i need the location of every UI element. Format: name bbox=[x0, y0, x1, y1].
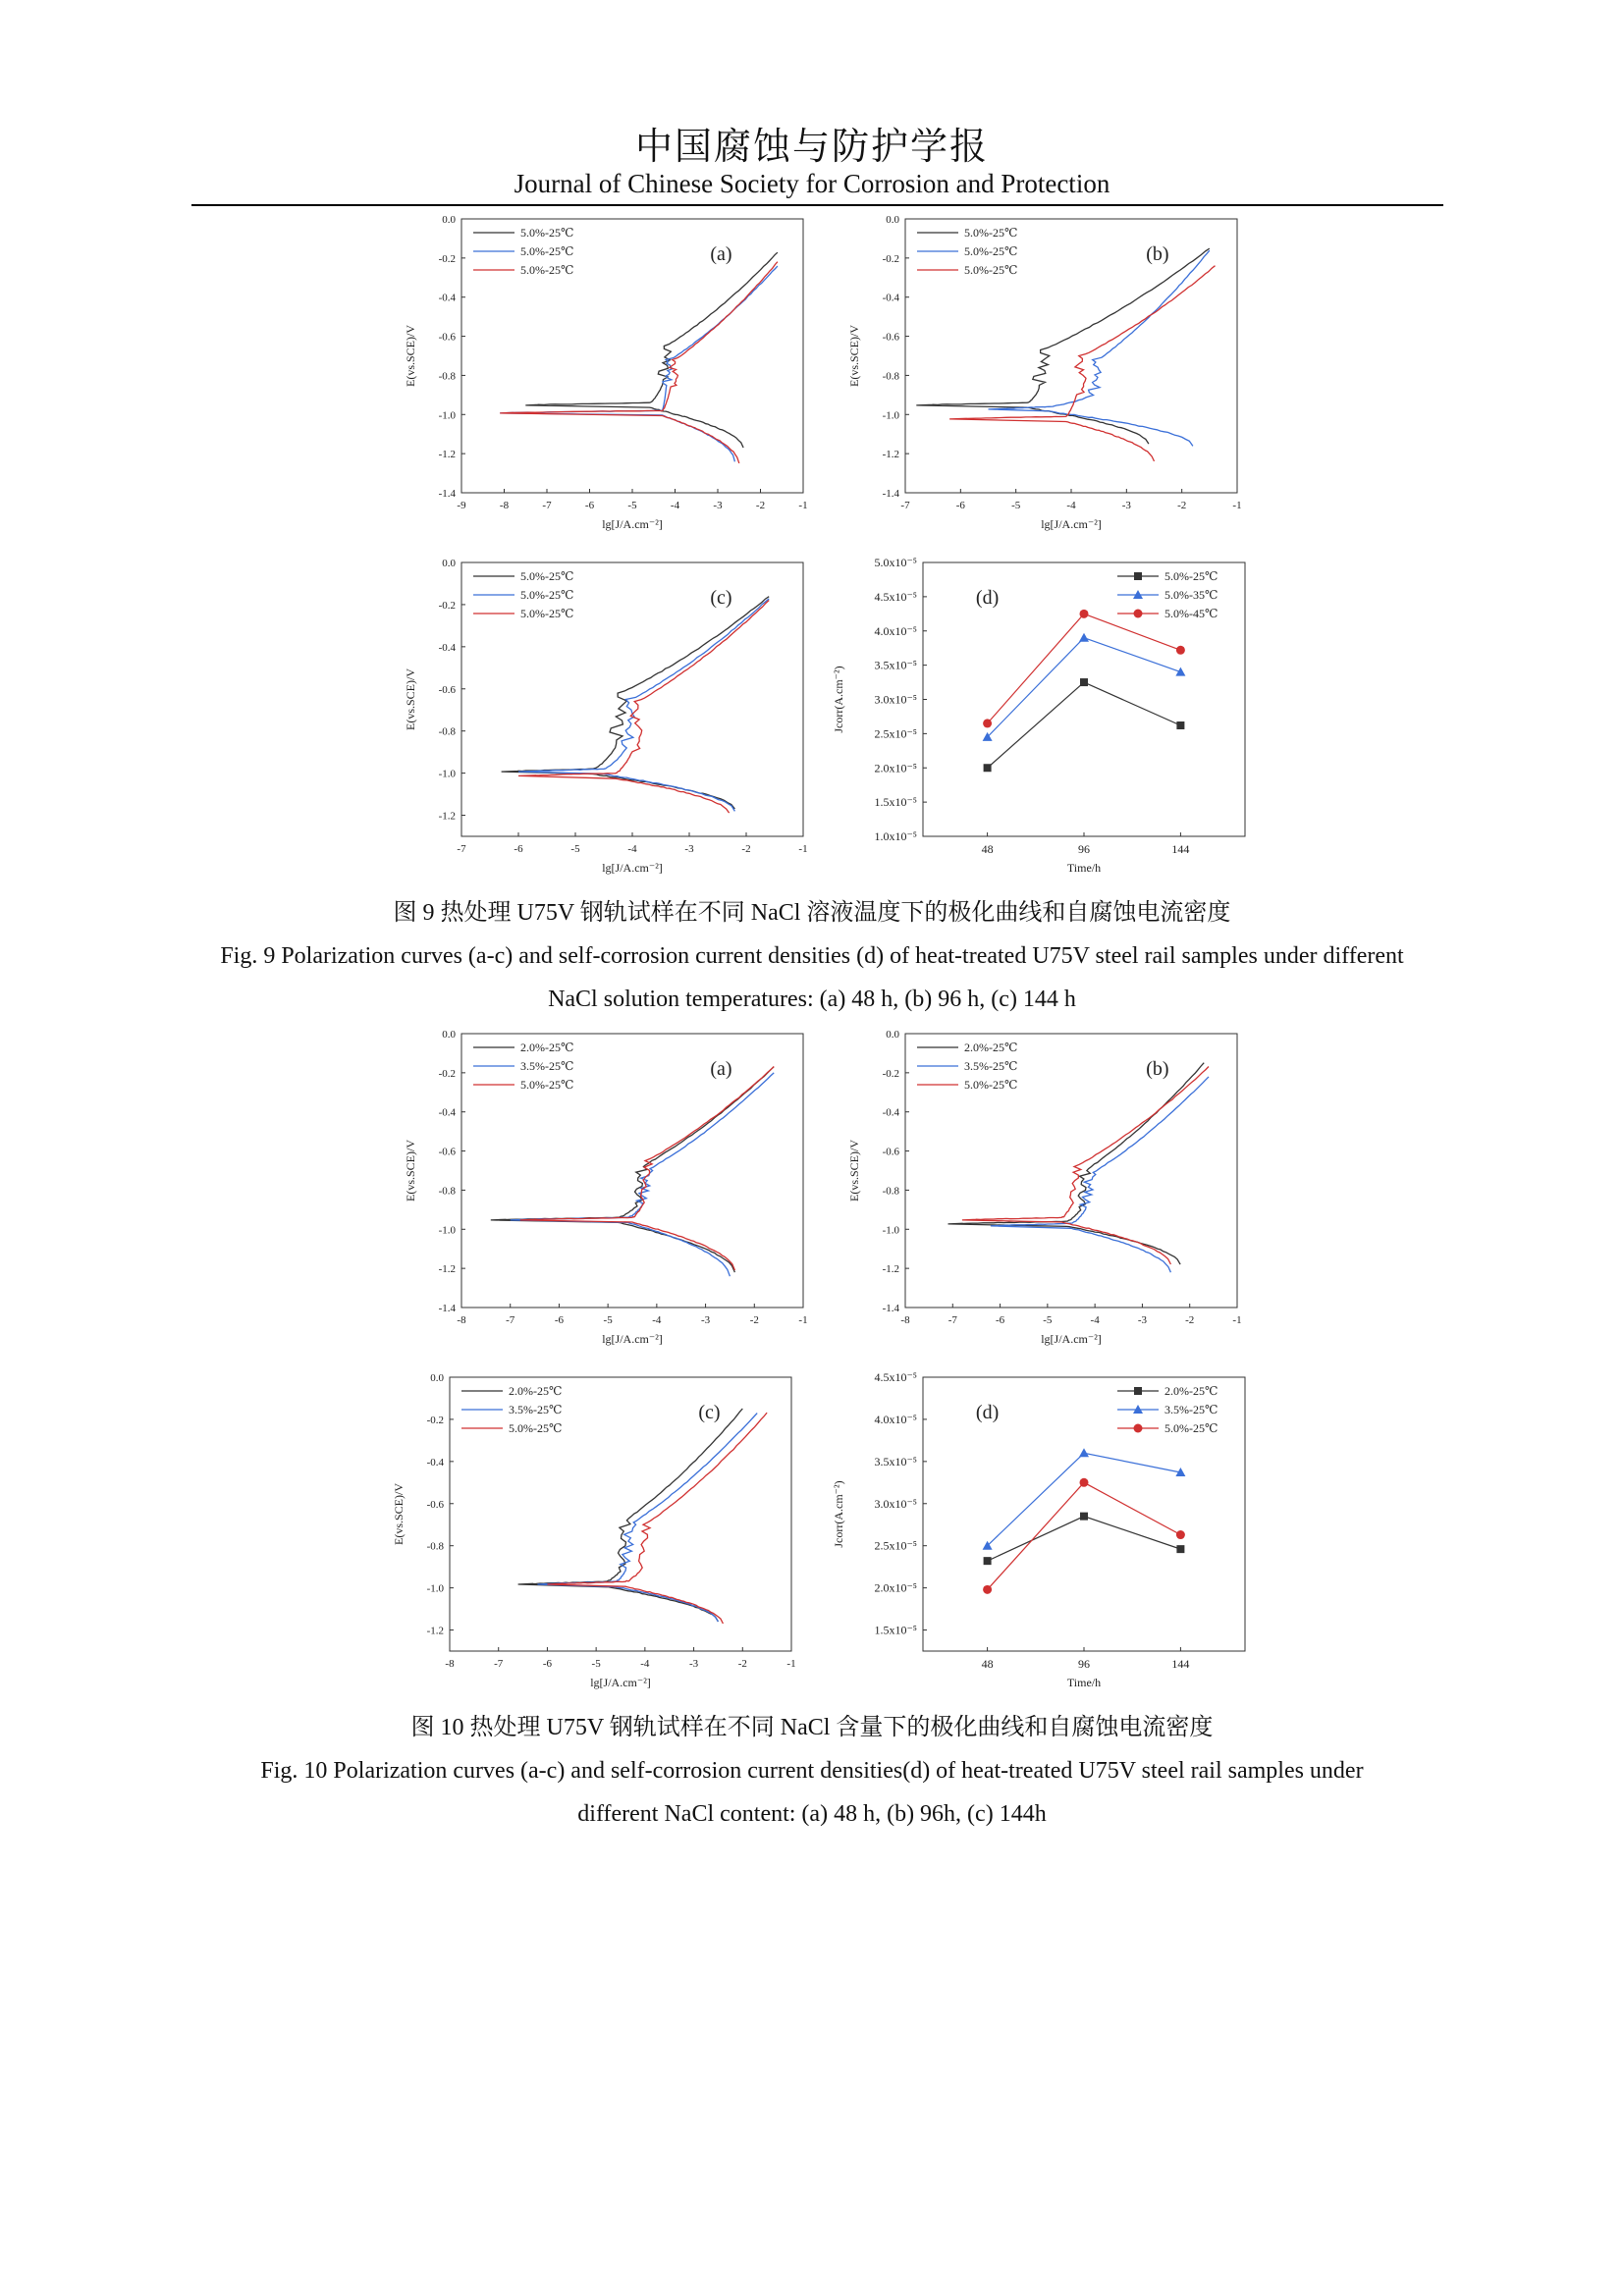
panel-label: (a) bbox=[710, 243, 732, 265]
y-tick-label: -1.0 bbox=[882, 1224, 899, 1237]
x-tick-label: -5 bbox=[591, 1658, 601, 1670]
x-tick-label: -8 bbox=[457, 1314, 466, 1326]
series-line-2 bbox=[949, 266, 1215, 461]
panel-label: (c) bbox=[698, 1402, 721, 1423]
legend-label: 2.0%-25℃ bbox=[964, 1041, 1018, 1054]
y-tick-label: -0.2 bbox=[426, 1414, 444, 1426]
panel-label: (b) bbox=[1146, 1058, 1169, 1080]
y-tick-label: -0.4 bbox=[438, 641, 456, 654]
x-tick-label: 144 bbox=[1171, 842, 1190, 856]
legend-label: 5.0%-25℃ bbox=[520, 226, 574, 240]
data-point bbox=[984, 1557, 992, 1565]
legend-label: 5.0%-25℃ bbox=[1164, 569, 1218, 583]
y-tick-label: -0.2 bbox=[882, 252, 899, 265]
series-line-0 bbox=[916, 248, 1210, 444]
y-tick-label: 2.0x10⁻⁵ bbox=[874, 1580, 917, 1595]
series-line-1 bbox=[538, 1414, 758, 1622]
legend-label: 5.0%-25℃ bbox=[964, 226, 1018, 240]
y-tick-label: 0.0 bbox=[442, 558, 456, 569]
series-line-1 bbox=[518, 599, 769, 812]
legend-label: 3.5%-25℃ bbox=[964, 1059, 1018, 1073]
x-tick-label: -3 bbox=[1137, 1314, 1148, 1326]
y-tick-label: 5.0x10⁻⁵ bbox=[874, 556, 917, 569]
data-point bbox=[1080, 1478, 1089, 1487]
x-tick-label: -3 bbox=[684, 843, 694, 855]
y-tick-label: -0.6 bbox=[882, 331, 899, 344]
y-tick-label: -0.6 bbox=[438, 683, 456, 696]
plot-frame bbox=[461, 562, 803, 836]
legend-label: 5.0%-25℃ bbox=[520, 263, 574, 277]
x-tick-label: -7 bbox=[542, 500, 552, 511]
series-line-1 bbox=[991, 1077, 1209, 1272]
fig9-caption-en-1: Fig. 9 Polarization curves (a-c) and self-corrosion current densities (d) of heat-treated U75V steel rail samples under different bbox=[220, 943, 1404, 969]
y-tick-label: -1.0 bbox=[438, 1224, 456, 1237]
fig9c-chart bbox=[383, 555, 815, 893]
legend-label: 2.0%-25℃ bbox=[509, 1384, 563, 1398]
y-tick-label: -0.8 bbox=[882, 1185, 899, 1198]
x-tick-label: -8 bbox=[900, 1314, 910, 1326]
y-tick-label: -0.8 bbox=[882, 370, 899, 383]
series-line-2 bbox=[547, 1413, 767, 1624]
fig10c-chart bbox=[371, 1369, 803, 1708]
x-tick-label: -2 bbox=[749, 1314, 759, 1326]
data-point bbox=[1079, 1448, 1089, 1457]
legend-label: 5.0%-25℃ bbox=[520, 588, 574, 602]
y-tick-label: 3.5x10⁻⁵ bbox=[874, 658, 917, 672]
y-tick-label: 0.0 bbox=[442, 214, 456, 226]
x-tick-label: -1 bbox=[798, 843, 808, 855]
y-tick-label: -1.2 bbox=[426, 1625, 444, 1637]
panel-label: (a) bbox=[710, 1058, 732, 1080]
legend bbox=[1117, 1384, 1218, 1435]
x-tick-label: -5 bbox=[570, 843, 580, 855]
x-tick-label: -8 bbox=[445, 1658, 455, 1670]
fig10-caption-en-1: Fig. 10 Polarization curves (a-c) and self-corrosion current densities(d) of heat-treated U75V steel rail samples under bbox=[260, 1758, 1364, 1784]
data-point bbox=[1080, 1513, 1088, 1521]
x-tick-label: 48 bbox=[981, 842, 994, 856]
series-line-1 bbox=[988, 638, 1181, 737]
series-line-0 bbox=[948, 1063, 1205, 1264]
legend-label: 2.0%-25℃ bbox=[1164, 1384, 1218, 1398]
legend-label: 5.0%-25℃ bbox=[509, 1421, 563, 1435]
fig9a-chart bbox=[383, 211, 815, 550]
panel-label: (c) bbox=[710, 587, 732, 609]
y-tick-label: -0.2 bbox=[882, 1067, 899, 1080]
y-tick-label: -1.4 bbox=[438, 488, 456, 500]
y-tick-label: -1.0 bbox=[882, 409, 899, 422]
x-axis-label: lg[J/A.cm⁻²] bbox=[590, 1676, 651, 1689]
x-tick-label: -2 bbox=[737, 1658, 747, 1670]
x-tick-label: -2 bbox=[741, 843, 751, 855]
x-axis-label: Time/h bbox=[1066, 1676, 1102, 1689]
y-tick-label: -0.6 bbox=[438, 331, 456, 344]
y-tick-label: 1.5x10⁻⁵ bbox=[874, 795, 917, 810]
x-axis-label: lg[J/A.cm⁻²] bbox=[602, 1332, 663, 1346]
y-tick-label: 0.0 bbox=[442, 1029, 456, 1041]
y-tick-label: -1.0 bbox=[438, 409, 456, 422]
data-point bbox=[1176, 1530, 1185, 1539]
plot-frame bbox=[923, 562, 1245, 836]
fig10b-chart bbox=[827, 1026, 1249, 1364]
data-point bbox=[983, 1585, 992, 1594]
y-tick-label: 3.5x10⁻⁵ bbox=[874, 1454, 917, 1468]
legend-label: 5.0%-25℃ bbox=[520, 244, 574, 258]
x-tick-label: 96 bbox=[1078, 1657, 1090, 1671]
legend-label: 3.5%-25℃ bbox=[1164, 1403, 1218, 1416]
plot-frame bbox=[905, 219, 1237, 493]
y-axis-label: Jcorr(A.cm⁻²) bbox=[832, 1480, 845, 1548]
fig9-caption-en-2: NaCl solution temperatures: (a) 48 h, (b) 96 h, (c) 144 h bbox=[548, 987, 1076, 1012]
legend bbox=[473, 1041, 573, 1092]
x-tick-label: -6 bbox=[542, 1658, 553, 1670]
data-point bbox=[1080, 678, 1088, 686]
x-tick-label: -7 bbox=[506, 1314, 515, 1326]
y-tick-label: -1.2 bbox=[882, 1263, 899, 1276]
series-line-2 bbox=[520, 1067, 775, 1271]
fig10d-chart bbox=[815, 1369, 1257, 1708]
plot-frame bbox=[905, 1034, 1237, 1308]
legend-marker bbox=[1134, 572, 1142, 580]
data-point bbox=[1176, 1545, 1184, 1553]
y-tick-label: -0.8 bbox=[426, 1540, 444, 1553]
data-point bbox=[984, 764, 992, 772]
legend bbox=[1117, 569, 1218, 620]
y-tick-label: -1.0 bbox=[426, 1582, 444, 1595]
x-tick-label: -1 bbox=[1232, 500, 1242, 511]
legend bbox=[917, 1041, 1017, 1092]
series-line-2 bbox=[962, 1067, 1209, 1265]
fig9-caption-cn: 图 9 热处理 U75V 钢轨试样在不同 NaCl 溶液温度下的极化曲线和自腐蚀电流密度 bbox=[393, 900, 1231, 926]
y-tick-label: -0.6 bbox=[882, 1146, 899, 1158]
y-tick-label: 3.0x10⁻⁵ bbox=[874, 692, 917, 707]
x-axis-label: lg[J/A.cm⁻²] bbox=[602, 517, 663, 531]
series-line-0 bbox=[988, 682, 1181, 768]
plot-frame bbox=[461, 219, 803, 493]
legend-marker bbox=[1134, 1387, 1142, 1395]
y-tick-label: -1.2 bbox=[438, 810, 456, 823]
series-line-1 bbox=[500, 266, 778, 461]
data-point bbox=[1176, 721, 1184, 729]
y-tick-label: -0.6 bbox=[438, 1146, 456, 1158]
x-tick-label: -6 bbox=[514, 843, 523, 855]
y-tick-label: 0.0 bbox=[430, 1372, 444, 1384]
legend bbox=[917, 226, 1017, 277]
y-tick-label: 2.5x10⁻⁵ bbox=[874, 726, 917, 741]
fig9b-chart bbox=[827, 211, 1249, 550]
x-tick-label: -2 bbox=[1185, 1314, 1195, 1326]
x-tick-label: -3 bbox=[1121, 500, 1131, 511]
x-axis-label: lg[J/A.cm⁻²] bbox=[1041, 517, 1102, 531]
x-tick-label: -4 bbox=[1090, 1314, 1100, 1326]
x-tick-label: -2 bbox=[755, 500, 766, 511]
y-tick-label: -1.4 bbox=[882, 1303, 899, 1314]
x-tick-label: -7 bbox=[947, 1314, 957, 1326]
x-tick-label: -7 bbox=[900, 500, 910, 511]
y-tick-label: -0.4 bbox=[438, 1106, 456, 1119]
legend-label: 5.0%-25℃ bbox=[964, 1078, 1018, 1092]
legend-label: 5.0%-25℃ bbox=[520, 1078, 574, 1092]
x-tick-label: -8 bbox=[499, 500, 510, 511]
y-tick-label: 0.0 bbox=[886, 214, 899, 226]
y-axis-label: E(vs.SCE)/V bbox=[404, 325, 417, 387]
fig10c-plot-area bbox=[392, 1372, 796, 1689]
panel-label: (d) bbox=[975, 1402, 1000, 1423]
x-tick-label: -5 bbox=[627, 500, 637, 511]
series-line-0 bbox=[525, 252, 778, 448]
fig9d-plot-area bbox=[832, 556, 1245, 875]
x-tick-label: -2 bbox=[1177, 500, 1187, 511]
x-tick-label: -6 bbox=[584, 500, 595, 511]
legend-marker bbox=[1134, 1424, 1143, 1433]
y-axis-label: Jcorr(A.cm⁻²) bbox=[832, 666, 845, 733]
fig10b-plot-area bbox=[847, 1029, 1242, 1346]
legend-label: 3.5%-25℃ bbox=[520, 1059, 574, 1073]
y-tick-label: -1.4 bbox=[882, 488, 899, 500]
data-point bbox=[1080, 610, 1089, 618]
legend-label: 2.0%-25℃ bbox=[520, 1041, 574, 1054]
y-tick-label: -0.2 bbox=[438, 599, 456, 612]
x-tick-label: 144 bbox=[1171, 1657, 1190, 1671]
y-tick-label: 1.5x10⁻⁵ bbox=[874, 1623, 917, 1637]
x-tick-label: -4 bbox=[627, 843, 637, 855]
x-axis-label: Time/h bbox=[1066, 861, 1102, 875]
x-tick-label: -4 bbox=[640, 1658, 650, 1670]
y-tick-label: 0.0 bbox=[886, 1029, 899, 1041]
legend-label: 5.0%-25℃ bbox=[520, 607, 574, 620]
journal-title-cn: 中国腐蚀与防护学报 bbox=[634, 127, 989, 168]
x-tick-label: -6 bbox=[995, 1314, 1005, 1326]
x-tick-label: -1 bbox=[798, 500, 808, 511]
series-line-0 bbox=[988, 1517, 1181, 1561]
y-axis-label: E(vs.SCE)/V bbox=[404, 668, 417, 730]
x-tick-label: -1 bbox=[1232, 1314, 1242, 1326]
y-tick-label: 4.0x10⁻⁵ bbox=[874, 623, 917, 638]
x-tick-label: -6 bbox=[955, 500, 965, 511]
panel-label: (b) bbox=[1146, 243, 1169, 265]
legend-label: 3.5%-25℃ bbox=[509, 1403, 563, 1416]
y-tick-label: 1.0x10⁻⁵ bbox=[874, 829, 917, 843]
series-line-0 bbox=[491, 1067, 774, 1272]
y-tick-label: 3.0x10⁻⁵ bbox=[874, 1496, 917, 1511]
x-tick-label: -9 bbox=[457, 500, 466, 511]
x-tick-label: -5 bbox=[1011, 500, 1021, 511]
y-tick-label: -0.8 bbox=[438, 725, 456, 738]
x-tick-label: -5 bbox=[1043, 1314, 1053, 1326]
y-tick-label: -1.2 bbox=[438, 449, 456, 461]
panel-label: (d) bbox=[975, 587, 1000, 609]
fig9a-plot-area bbox=[404, 214, 808, 531]
series-line-1 bbox=[511, 1073, 775, 1276]
header-rule bbox=[191, 204, 1443, 206]
y-tick-label: -0.8 bbox=[438, 1185, 456, 1198]
x-axis-label: lg[J/A.cm⁻²] bbox=[1041, 1332, 1102, 1346]
y-tick-label: 4.5x10⁻⁵ bbox=[874, 589, 917, 604]
data-point bbox=[1079, 633, 1089, 642]
x-tick-label: -1 bbox=[798, 1314, 808, 1326]
y-tick-label: 4.5x10⁻⁵ bbox=[874, 1370, 917, 1384]
legend bbox=[473, 226, 573, 277]
x-tick-label: -7 bbox=[457, 843, 466, 855]
legend bbox=[473, 569, 573, 620]
y-axis-label: E(vs.SCE)/V bbox=[404, 1140, 417, 1201]
y-tick-label: -1.2 bbox=[438, 1263, 456, 1276]
legend-label: 5.0%-25℃ bbox=[520, 569, 574, 583]
legend-label: 5.0%-25℃ bbox=[964, 244, 1018, 258]
y-tick-label: -1.2 bbox=[882, 449, 899, 461]
y-tick-label: -1.4 bbox=[438, 1303, 456, 1314]
y-tick-label: 2.5x10⁻⁵ bbox=[874, 1538, 917, 1553]
y-axis-label: E(vs.SCE)/V bbox=[847, 1140, 861, 1201]
y-tick-label: 4.0x10⁻⁵ bbox=[874, 1412, 917, 1426]
legend-label: 5.0%-25℃ bbox=[1164, 1421, 1218, 1435]
fig9c-plot-area bbox=[404, 558, 808, 875]
x-tick-label: -4 bbox=[1066, 500, 1076, 511]
series-line-1 bbox=[988, 1453, 1181, 1545]
y-axis-label: E(vs.SCE)/V bbox=[847, 325, 861, 387]
x-tick-label: -3 bbox=[713, 500, 723, 511]
legend-label: 5.0%-35℃ bbox=[1164, 588, 1218, 602]
fig10a-plot-area bbox=[404, 1029, 808, 1346]
y-tick-label: -0.2 bbox=[438, 252, 456, 265]
x-tick-label: -3 bbox=[700, 1314, 711, 1326]
data-point bbox=[1175, 667, 1185, 676]
x-tick-label: -3 bbox=[688, 1658, 699, 1670]
x-tick-label: 96 bbox=[1078, 842, 1090, 856]
y-tick-label: -0.8 bbox=[438, 370, 456, 383]
data-point bbox=[1176, 646, 1185, 655]
y-tick-label: 2.0x10⁻⁵ bbox=[874, 761, 917, 775]
y-tick-label: -0.4 bbox=[438, 292, 456, 304]
series-line-2 bbox=[988, 1482, 1181, 1589]
fig10-caption-en-2: different NaCl content: (a) 48 h, (b) 96h, (c) 144h bbox=[577, 1801, 1047, 1827]
legend-label: 5.0%-45℃ bbox=[1164, 607, 1218, 620]
fig9b-plot-area bbox=[847, 214, 1242, 531]
y-tick-label: -0.4 bbox=[426, 1456, 444, 1468]
x-tick-label: -6 bbox=[554, 1314, 565, 1326]
legend-label: 5.0%-25℃ bbox=[964, 263, 1018, 277]
x-tick-label: -1 bbox=[786, 1658, 796, 1670]
x-tick-label: -4 bbox=[670, 500, 680, 511]
fig10d-plot-area bbox=[832, 1370, 1245, 1689]
y-tick-label: -0.6 bbox=[426, 1498, 444, 1511]
y-tick-label: -0.4 bbox=[882, 292, 899, 304]
fig10a-chart bbox=[383, 1026, 815, 1364]
fig10-caption-cn: 图 10 热处理 U75V 钢轨试样在不同 NaCl 含量下的极化曲线和自腐蚀电流密度 bbox=[410, 1715, 1214, 1740]
journal-title-en: Journal of Chinese Society for Corrosion and Protection bbox=[514, 169, 1110, 198]
x-tick-label: -4 bbox=[652, 1314, 662, 1326]
plot-frame bbox=[461, 1034, 803, 1308]
legend bbox=[461, 1384, 562, 1435]
x-tick-label: 48 bbox=[981, 1657, 994, 1671]
y-tick-label: -0.2 bbox=[438, 1067, 456, 1080]
legend-marker bbox=[1134, 610, 1143, 618]
x-axis-label: lg[J/A.cm⁻²] bbox=[602, 861, 663, 875]
plot-frame bbox=[450, 1377, 791, 1651]
fig9d-chart bbox=[815, 555, 1257, 893]
y-tick-label: -0.4 bbox=[882, 1106, 899, 1119]
y-axis-label: E(vs.SCE)/V bbox=[392, 1483, 406, 1545]
x-tick-label: -7 bbox=[494, 1658, 504, 1670]
data-point bbox=[983, 719, 992, 727]
y-tick-label: -1.0 bbox=[438, 768, 456, 780]
x-tick-label: -5 bbox=[603, 1314, 613, 1326]
